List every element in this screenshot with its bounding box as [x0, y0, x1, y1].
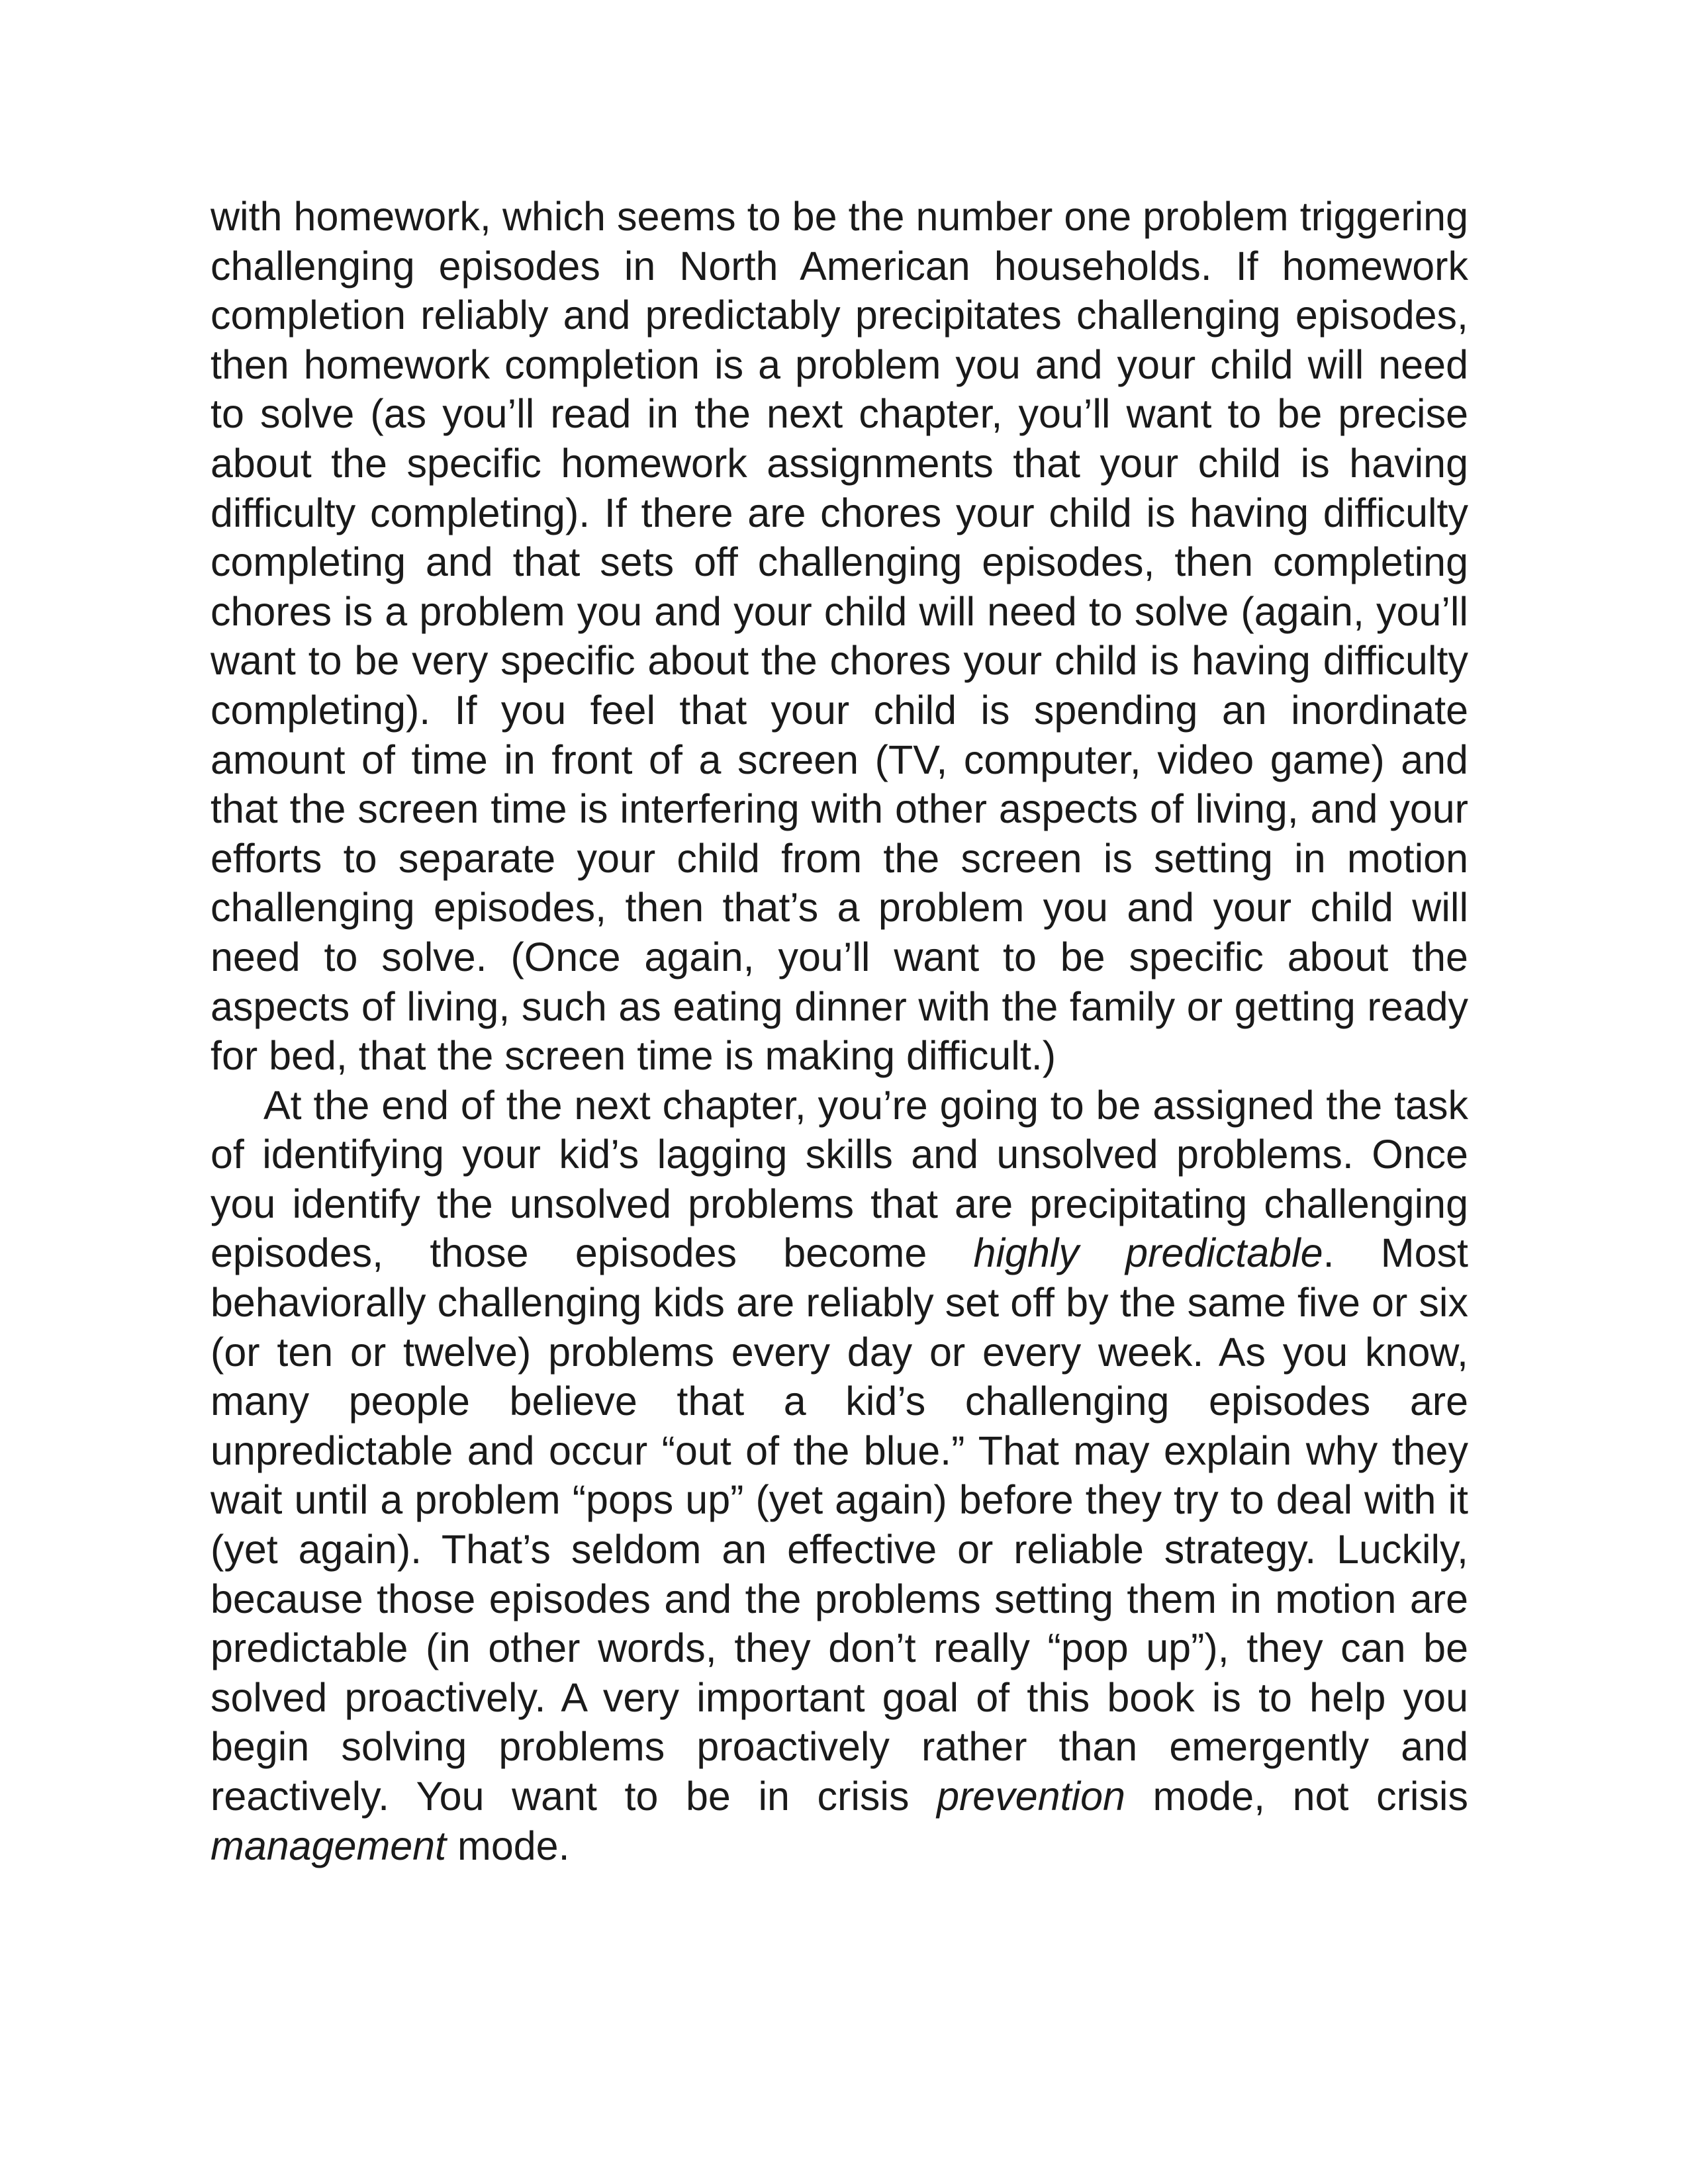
paragraph-2-text: mode, not crisis	[1125, 1774, 1468, 1819]
paragraph-2-text: . Most behaviorally challenging kids are reliably set off by the same five or six (or ten or twelve) problems every day or every week. As you know, many people believe that a kid’s challenging episodes are unpredictable and occur “out of the blue.” That may explain why they wait until a problem “pops up” (yet again) before they try to deal with it (yet again). That’s seldom an effective or reliable strategy. Luckily, because those episodes and the problems setting them in motion are predictable (in other words, they don’t really “pop up”), they can be solved proactively. A very important goal of this book is to help you begin solving problems proactively rather than emergently and reactively. You want to be in crisis	[211, 1230, 1468, 1819]
emphasis-highly-predictable: highly predictable	[973, 1230, 1323, 1276]
emphasis-management: management	[211, 1823, 447, 1868]
paragraph-1	[211, 192, 1468, 1081]
document-page	[211, 192, 1468, 1870]
paragraph-2-text: mode.	[446, 1823, 570, 1868]
paragraph-2	[211, 1081, 1468, 1871]
paragraph-1-text: with homework, which seems to be the number one problem triggering challenging episodes in North American households. If homework completion reliably and predictably precipitates challenging episodes, then homework completion is a problem you and your child will need to solve (as you’ll read in the next chapter, you’ll want to be precise about the specific homework assignments that your child is having difficulty completing). If there are chores your child is having difficulty completing and that sets off challenging episodes, then completing chores is a problem you and your child will need to solve (again, you’ll want to be very specific about the chores your child is having difficulty completing). If you feel that your child is spending an inordinate amount of time in front of a screen (TV, computer, video game) and that the screen time is interfering with other aspects of living, and your efforts to separate your child from the screen is setting in motion challenging episodes, then that’s a problem you and your child will need to solve. (Once again, you’ll want to be specific about the aspects of living, such as eating dinner with the family or getting ready for bed, that the screen time is making difficult.)	[211, 194, 1468, 1079]
paragraph-2-text: At the end of the next chapter, you’re going to be assigned the task of identifying your kid’s lagging skills and unsolved problems. Once you identify the unsolved problems that are precipitating challenging episodes, those episodes become	[211, 1082, 1468, 1276]
emphasis-prevention: prevention	[937, 1774, 1125, 1819]
